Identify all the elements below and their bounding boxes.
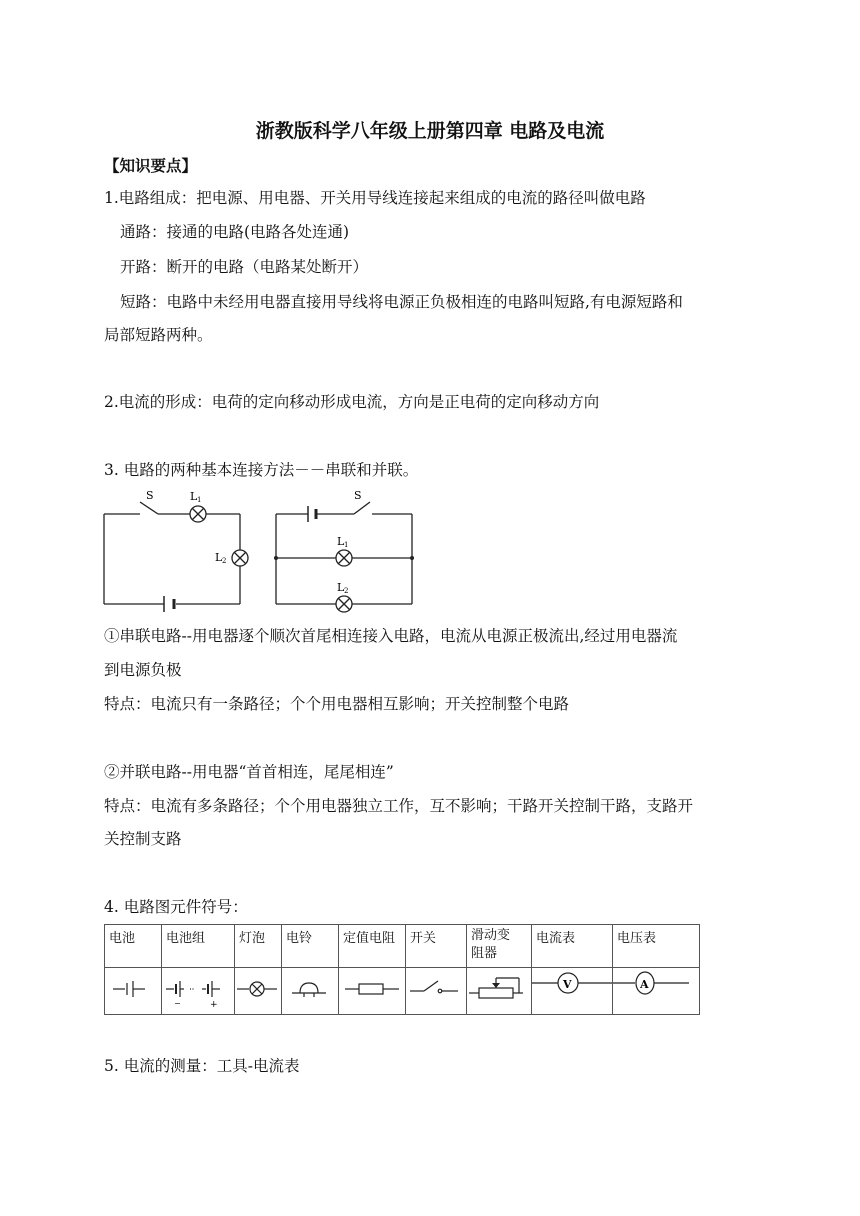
symbol-switch [406, 968, 467, 1015]
section-heading: 【知识要点】 [104, 157, 198, 175]
header-bell: 电铃 [282, 925, 339, 968]
symbol-rheostat [467, 968, 532, 1015]
series-circuit-diagram [96, 486, 256, 612]
symbol-battery-pack [162, 968, 235, 1015]
para-parallel-features-cont: 关控制支路 [104, 830, 182, 848]
para-series-1: ①串联电路--用电器逐个顺次首尾相连接入电路，电流从电源正极流出,经过用电器流 [104, 627, 678, 645]
lamp1-label: L [190, 490, 198, 503]
para-short-circuit: 短路：电路中未经用电器直接用导线将电源正负极相连的电路叫短路,有电源短路和 [120, 293, 683, 311]
para-symbols: 4. 电路图元件符号： [104, 898, 248, 916]
symbol-table [104, 924, 700, 1015]
para-series-2: 到电源负极 [104, 661, 182, 679]
header-ammeter: 电流表 [532, 925, 613, 968]
header-battery-pack: 电池组 [162, 925, 235, 968]
lamp1-label: L [337, 535, 345, 548]
para-series-features: 特点：电流只有一条路径；个个用电器相互影响；开关控制整个电路 [104, 695, 570, 713]
para-open-circuit: 开路：断开的电路（电路某处断开） [120, 258, 369, 276]
symbol-ammeter [532, 968, 613, 1015]
page-title: 浙教版科学八年级上册第四章 电路及电流 [255, 120, 605, 142]
header-rheostat [467, 925, 532, 968]
header-voltmeter: 电压表 [613, 925, 700, 968]
lamp2-label: L [337, 581, 345, 594]
lamp1-sub: 1 [344, 541, 349, 549]
lamp1-sub: 1 [197, 496, 202, 504]
battery-minus: − [174, 999, 181, 1008]
para-parallel-features: 特点：电流有多条路径；个个用电器独立工作，互不影响；干路开关控制干路，支路开 [104, 797, 694, 815]
battery-plus: + [210, 1000, 218, 1009]
header-battery: 电池 [105, 925, 162, 968]
switch-label: S [354, 489, 362, 502]
header-switch: 开关 [406, 925, 467, 968]
lamp2-sub: 2 [344, 587, 349, 595]
meter-v: V [563, 978, 572, 991]
switch-label: S [146, 489, 154, 502]
header-rheostat-l2: 阻器 [471, 946, 498, 961]
para-connection-methods: 3. 电路的两种基本连接方法－－串联和并联。 [104, 461, 419, 479]
symbol-battery [105, 968, 162, 1015]
symbol-bulb [235, 968, 282, 1015]
para-current-measurement: 5. 电流的测量：工具-电流表 [104, 1057, 300, 1075]
header-rheostat-l1: 滑动变 [471, 928, 511, 943]
symbol-resistor [339, 968, 406, 1015]
lamp2-sub: 2 [222, 557, 227, 565]
meter-a: A [640, 978, 649, 991]
lamp2-label: L [215, 551, 223, 564]
header-bulb: 灯泡 [235, 925, 282, 968]
para-circuit-composition: 1.电路组成：把电源、用电器、开关用导线连接起来组成的电流的路径叫做电路 [104, 189, 646, 207]
symbol-voltmeter [613, 968, 700, 1015]
para-closed-circuit: 通路：接通的电路(电路各处连通) [120, 223, 350, 241]
para-parallel-1: ②并联电路--用电器“首首相连，尾尾相连” [104, 763, 394, 781]
header-resistor: 定值电阻 [339, 925, 406, 968]
para-short-circuit-cont: 局部短路两种。 [104, 326, 213, 344]
parallel-circuit-diagram [268, 486, 424, 614]
symbol-bell [282, 968, 339, 1015]
para-current-formation: 2.电流的形成：电荷的定向移动形成电流，方向是正电荷的定向移动方向 [104, 393, 600, 411]
